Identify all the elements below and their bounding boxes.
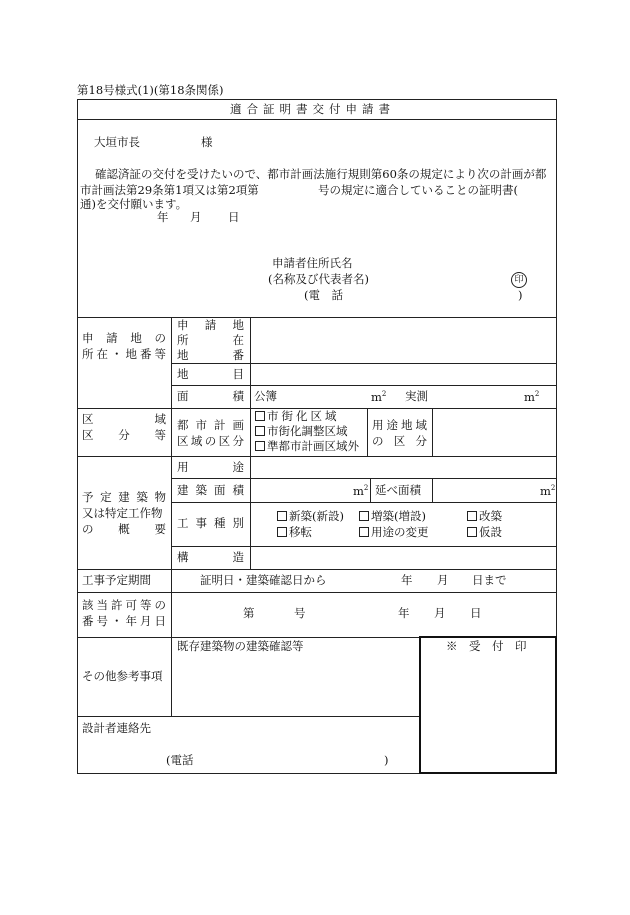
receipt-stamp-box — [419, 636, 557, 774]
designer-tel-close: ) — [384, 753, 389, 767]
rule-col-1-other — [171, 637, 172, 716]
type-option-2[interactable]: 改築 — [467, 511, 502, 523]
zone-header-line2: 区 分 等 — [82, 428, 166, 442]
menseki-label: 面 積 — [177, 389, 244, 403]
checkbox-icon — [467, 511, 477, 521]
rule-col-4-building — [432, 478, 433, 502]
rule-col-3-building — [370, 478, 371, 502]
rule-permit-top — [77, 592, 557, 593]
date-year-label: 年 — [157, 210, 169, 224]
applicant-rep: (名称及び代表者名) — [268, 272, 369, 286]
site-line1: 申 請 地 — [177, 318, 244, 332]
zone-header-line1: 区 域 — [82, 412, 166, 426]
seal-mark: 印 — [511, 272, 527, 288]
checkbox-icon — [277, 511, 287, 521]
youto-zone-label-line2: の 区 分 — [372, 434, 427, 448]
permit-year: 年 — [398, 606, 410, 620]
permit-month: 月 — [434, 606, 446, 620]
applicant-tel-open: (電 話 — [304, 288, 343, 302]
permit-gou: 号 — [294, 606, 306, 620]
checkbox-icon — [467, 527, 477, 537]
toshi-label-line2: 区 域 の 区 分 — [177, 434, 244, 448]
intro-line-3: 通)を交付願います。 — [80, 197, 188, 211]
form-number: 第18号様式(1)(第18条関係) — [77, 83, 224, 97]
building-header-line3: の 概 要 — [82, 522, 166, 536]
kouzou-label: 構 造 — [177, 550, 244, 564]
kenchiku-menseki-unit: $m^2$ — [353, 483, 369, 498]
location-header-line1: 申 請 地 の — [82, 331, 166, 345]
rule-designer-top — [77, 716, 420, 717]
rule-chimoku-top — [172, 363, 557, 364]
other-content: 既存建築物の建築確認等 — [177, 639, 304, 653]
checkbox-icon — [255, 411, 265, 421]
schedule-from: 証明日・建築確認日から — [200, 573, 327, 587]
rule-kouji-top — [172, 502, 557, 503]
title-rule — [77, 119, 557, 120]
permit-day: 日 — [470, 606, 482, 620]
receipt-label: ※ 受 付 印 — [446, 639, 527, 653]
schedule-month: 月 — [437, 573, 449, 587]
rule-col-3-zone — [367, 408, 368, 456]
rule-kenchiku-top — [172, 478, 557, 479]
zone-option-2[interactable]: 市街化調整区域 — [255, 426, 348, 438]
form-title: 適合証明書交付申請書 — [230, 102, 395, 116]
kenchiku-menseki-label: 建 築 面 積 — [177, 483, 244, 497]
addressee-suffix: 様 — [201, 135, 213, 149]
designer-label: 設計者連絡先 — [82, 721, 151, 735]
rule-col-4-zone — [432, 408, 433, 456]
type-option-5[interactable]: 仮設 — [467, 527, 502, 539]
site-line3: 地 番 — [177, 348, 244, 362]
permit-label-line2: 番 号 ・ 年 月 日 — [82, 614, 166, 628]
type-option-4[interactable]: 用途の変更 — [359, 527, 429, 539]
type-option-1[interactable]: 増築(増設) — [359, 511, 426, 523]
zone-option-3[interactable]: 準都市計画区域外 — [255, 441, 359, 453]
rule-menseki-top — [172, 385, 557, 386]
rule-building-top — [77, 456, 557, 457]
applicant-tel-close: ) — [518, 288, 523, 302]
youto-zone-label-line1: 用 途 地 域 — [372, 418, 427, 432]
site-line2: 所 在 — [177, 333, 244, 347]
nobe-menseki-unit: $m^2$ — [540, 483, 556, 498]
intro-line-1: 確認済証の交付を受けたいので、都市計画法施行規則第60条の規定により次の計画が都 — [95, 167, 547, 181]
checkbox-icon — [255, 426, 265, 436]
toshi-label-line1: 都 市 計 画 — [177, 418, 244, 432]
addressee-name: 大垣市長 — [94, 135, 140, 149]
intro-line-2a: 市計画法第29条第1項又は第2項第 — [80, 183, 259, 197]
location-header-line2: 所 在 ・ 地 番 等 — [82, 347, 166, 361]
intro-line-2b: 号の規定に適合していることの証明書( — [318, 183, 518, 197]
rule-schedule-top — [77, 569, 557, 570]
nobe-menseki-label: 延べ面積 — [375, 483, 421, 497]
permit-dai: 第 — [243, 606, 255, 620]
youto-label: 用 途 — [177, 460, 244, 474]
designer-tel-open: (電話 — [166, 753, 194, 767]
checkbox-icon — [359, 511, 369, 521]
applicant-address-name: 申請者住所氏名 — [272, 256, 353, 270]
other-label: その他参考事項 — [82, 669, 163, 683]
rule-col-2-zone — [250, 408, 251, 456]
date-month-label: 月 — [190, 210, 202, 224]
zone-option-1[interactable]: 市街化区域 — [255, 411, 340, 423]
rule-kouzou-top — [172, 546, 557, 547]
date-day-label: 日 — [228, 210, 240, 224]
schedule-until: 日まで — [472, 573, 507, 587]
jissoku-label: 実測 — [405, 389, 428, 403]
building-header-line2: 又は特定工作物 — [82, 506, 163, 520]
rule-col-1 — [171, 317, 172, 637]
koubo-unit: $m^2$ — [371, 389, 387, 404]
rule-col-2-location — [250, 317, 251, 408]
type-option-3[interactable]: 移転 — [277, 527, 312, 539]
kouji-shubetsu-label: 工 事 種 別 — [177, 516, 244, 530]
rule-table-top — [77, 317, 557, 318]
koubo-label: 公簿 — [254, 389, 277, 403]
type-option-0[interactable]: 新築(新設) — [277, 511, 344, 523]
chimoku-label: 地 目 — [177, 367, 244, 381]
rule-col-2-building — [250, 456, 251, 569]
building-header-line1: 予 定 建 築 物 — [82, 490, 166, 504]
checkbox-icon — [359, 527, 369, 537]
jissoku-unit: $m^2$ — [524, 389, 540, 404]
schedule-year: 年 — [401, 573, 413, 587]
schedule-label: 工事予定期間 — [82, 573, 151, 587]
permit-label-line1: 該 当 許 可 等 の — [82, 598, 166, 612]
checkbox-icon — [255, 441, 265, 451]
checkbox-icon — [277, 527, 287, 537]
